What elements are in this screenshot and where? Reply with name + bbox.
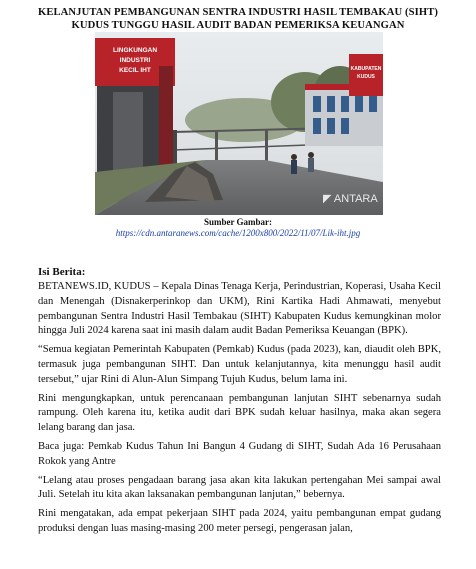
paragraph: “Lelang atau proses pengadaan barang jasa akan kita lakukan pertengahan Mei sampai awal Juli. Setelah itu kita akan laksanakan pembangunan lanjutan,” bebernya. [38, 474, 441, 501]
svg-text:KECIL IHT: KECIL IHT [119, 67, 151, 74]
svg-text:KUDUS: KUDUS [357, 74, 375, 80]
caption-url[interactable]: https://cdn.antaranews.com/cache/1200x800/2022/11/07/Lik-iht.jpg [115, 228, 361, 238]
read-also-link[interactable]: Baca juga: Pemkab Kudus Tahun Ini Bangun 4 Gudang di SIHT, Sudah Ada 16 Perusahaan Rokok yang Antre [38, 440, 441, 467]
watermark-text: ◤ ANTARA [323, 193, 378, 205]
image-caption [80, 217, 396, 239]
paragraph: “Semua kegiatan Pemerintah Kabupaten (Pemkab) Kudus (pada 2023), kan, diaudit oleh BPK, termasuk juga pembangunan SIHT. Dan untuk kelanjutannya, kita menunggu hasil audit tersebut,” ujar Rini di Alun-Alun Simpang Tujuh Kudus, belum lama ini. [38, 344, 441, 385]
isi-berita-label: Isi Berita: [38, 266, 86, 278]
article-photo [95, 32, 383, 215]
article-title: KELANJUTAN PEMBANGUNAN SENTRA INDUSTRI HASIL TEMBAKAU (SIHT) KUDUS TUNGGU HASIL AUDIT BADAN PEMERIKSA KEUANGAN [38, 7, 438, 31]
caption-label: Sumber Gambar: [203, 217, 273, 227]
paragraph: Rini mengatakan, ada empat pekerjaan SIHT pada 2024, yaitu pembangunan empat gudang produksi dengan luas masing-masing 200 meter persegi, pengerasan jalan, [38, 508, 441, 534]
svg-text:INDUSTRI: INDUSTRI [119, 57, 151, 64]
gate-sign-text: LINGKUNGAN [112, 47, 158, 54]
svg-text:KABUPATEN: KABUPATEN [350, 66, 382, 72]
paragraph: BETANEWS.ID, KUDUS – Kepala Dinas Tenaga Kerja, Perindustrian, Koperasi, Usaha Kecil dan Menengah (Disnakerperinkop dan UKM), Rini Kartika Hadi Ahmawati, menyebut pembangunan Sentra Industri Hasil Tembakau (SIHT) Kabupaten Kudus kemungkinan molor hingga Juli 2024 karena saat ini masih dalam audit Badan Pemeriksa Keuangan (BPK). [38, 281, 441, 337]
factory-gate-photo [95, 32, 383, 215]
paragraph: Rini mengungkapkan, untuk perencanaan pembangunan lanjutan SIHT sebenarnya sudah rampung. Oleh karena itu, ketika audit dari BPK sudah keluar hasilnya, maka akan segera lelang barang dan jasa. [38, 392, 441, 434]
article-body [38, 280, 441, 541]
